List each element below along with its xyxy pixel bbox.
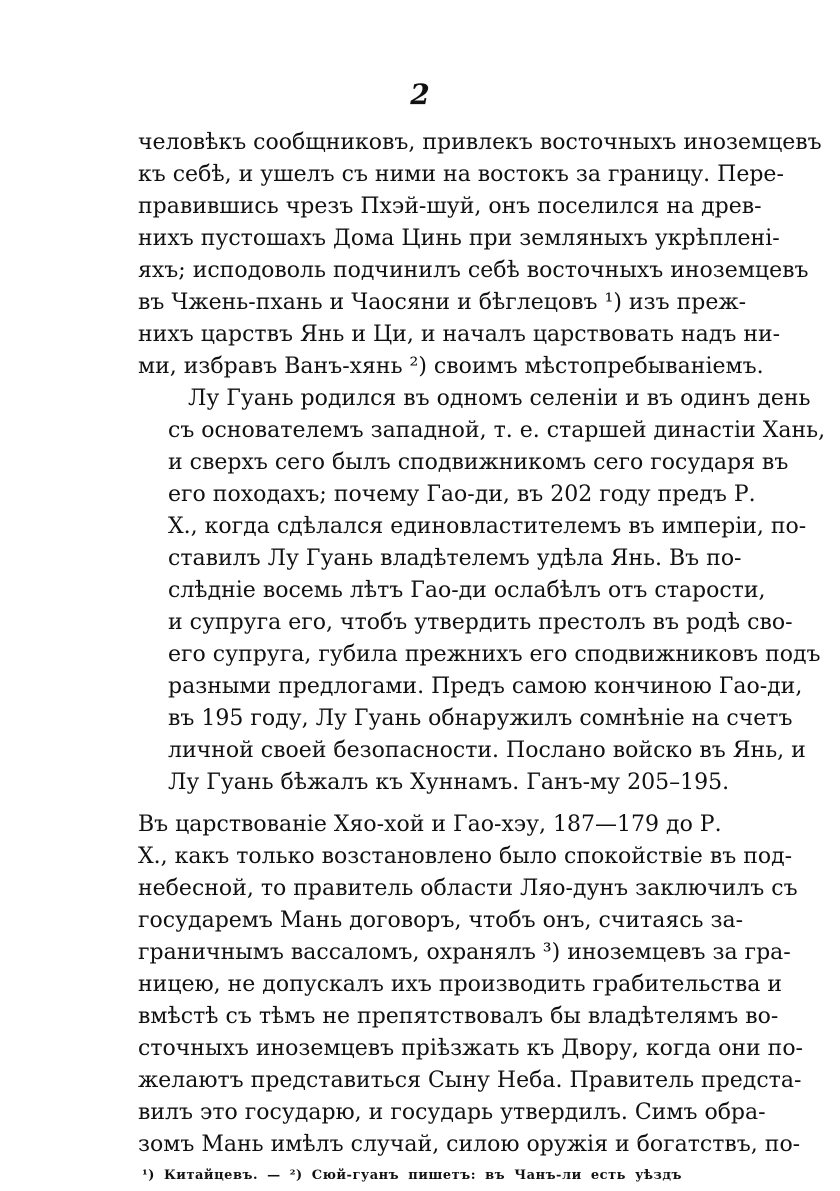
page-number: 2 — [410, 78, 430, 111]
text-line: личной своей безопасности. Послано войско въ Янь, и — [168, 738, 806, 763]
text-line: вмѣстѣ съ тѣмъ не препятствовалъ бы владѣтелямъ во- — [138, 1004, 779, 1029]
text-line: Х., какъ только возстановлено было спокойствiе въ под- — [138, 844, 793, 869]
text-line: правившись чрезъ Пхэй-шуй, онъ поселился на древ- — [138, 194, 762, 219]
text-line: и сверхъ сего былъ сподвижникомъ сего государя въ — [168, 450, 789, 475]
text-line: нихъ царствъ Янь и Ци, и началъ царствовать надъ ни- — [138, 322, 781, 347]
text-line: Лу Гуань родился въ одномъ селенiи и въ одинъ день — [188, 386, 811, 411]
text-line: и супруга его, чтобъ утвердить престолъ въ родѣ сво- — [168, 610, 793, 635]
text-line: вилъ это государю, и государь утвердилъ. Симъ обра- — [138, 1100, 766, 1125]
text-line: ми, избравъ Ванъ-хянь ²) своимъ мѣстопребыванiемъ. — [138, 354, 764, 379]
text-line: яхъ; исподоволь подчинилъ себѣ восточныхъ иноземцевъ — [138, 258, 809, 283]
text-line: съ основателемъ западной, т. е. старшей династiи Хань, — [168, 418, 826, 443]
text-line: граничнымъ вассаломъ, охранялъ ³) иноземцевъ за гра- — [138, 940, 791, 965]
text-line: государемъ Мань договоръ, чтобъ онъ, считаясь за- — [138, 908, 744, 933]
text-line: небесной, то правитель области Ляо-дунъ заключилъ съ — [138, 876, 798, 901]
text-line: разными предлогами. Предъ самою кончиною Гао-ди, — [168, 674, 803, 699]
text-line: Х., когда сдѣлался единовластителемъ въ имперiи, по- — [168, 514, 807, 539]
text-line: его походахъ; почему Гао-ди, въ 202 году предъ Р. — [168, 482, 756, 507]
text-line: человѣкъ сообщниковъ, привлекъ восточныхъ иноземцевъ — [138, 130, 822, 155]
text-line: нихъ пустошахъ Дома Цинь при земляныхъ укрѣпленi- — [138, 226, 780, 251]
text-line: его супруга, губила прежнихъ его сподвижниковъ подъ — [168, 642, 821, 667]
text-line: зомъ Мань имѣлъ случай, силою оружiя и богатствъ, по- — [138, 1132, 801, 1157]
text-line: желаютъ представиться Сыну Неба. Правитель предста- — [138, 1068, 802, 1093]
text-line: ставилъ Лу Гуань владѣтелемъ удѣла Янь. Въ по- — [168, 546, 742, 571]
text-line: въ Чжень-пхань и Чаосяни и бѣглецовъ ¹) изъ преж- — [138, 290, 747, 315]
text-line: слѣднiе восемь лѣтъ Гао-ди ослабѣлъ отъ старости, — [168, 578, 766, 603]
text-line: Въ царствованiе Хяо-хой и Гао-хэу, 187—179 до Р. — [138, 812, 722, 837]
footnote-line: ¹) Китайцевъ. — ²) Сюй-гуанъ пишетъ: въ Чанъ-ли есть уѣздъ — [142, 1168, 682, 1183]
text-line: въ 195 году, Лу Гуань обнаружилъ сомнѣнiе на счетъ — [168, 706, 793, 731]
text-line: къ себѣ, и ушелъ съ ними на востокъ за границу. Пере- — [138, 162, 784, 187]
text-line: ницею, не допускалъ ихъ производить грабительства и — [138, 972, 782, 997]
text-line: Лу Гуань бѣжалъ къ Хуннамъ. Ганъ-му 205–195. — [168, 770, 730, 795]
text-line: сточныхъ иноземцевъ прiѣзжать къ Двору, когда они по- — [138, 1036, 803, 1061]
